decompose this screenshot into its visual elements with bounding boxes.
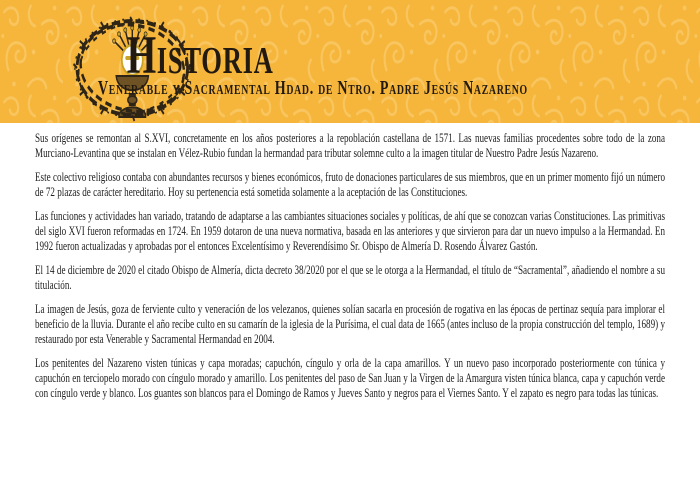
header-titles [0,0,700,123]
paragraph-resources: Este colectivo religioso contaba con abundantes recursos y bienes económicos, fruto de donaciones particulares de sus miembros, que en un primer momento fijó un número de 72 plazas de carácter hereditario. Hoy su pertenencia está sometida solamente a la aceptación de las Constituciones. [35,169,665,199]
page-title: Historia [126,25,274,85]
paragraph-image-of-jesus: La imagen de Jesús, goza de ferviente culto y veneración de los velezanos, quienes solían sacarla en procesión de rogativa en las épocas de pertinaz sequía para implorar el beneficio de la lluvia. Durante el año recibe culto en su camarín de la iglesia de la Purísima, el cual data de 1665 (antes incluso de la propia construcción del templo, 1689) y restaurado por esta Venerable y Sacramental Hermandad en 2004. [35,301,665,346]
paragraph-origins: Sus orígenes se remontan al S.XVI, concretamente en los años posteriores a la repoblación castellana de 1571. Las nuevas familias procedentes sobre todo de la zona Murciano-Levantina que se instalan en Vélez-Rubio fundan la hermandad para tributar solemne culto a la imagen titular de Nuestro Padre Jesús Nazareno. [35,130,665,160]
paragraph-penitents: Los penitentes del Nazareno visten túnicas y capa moradas; capuchón, cíngulo y orla de la capa amarillos. Y un nuevo paso incorporado posteriormente con túnica y capuchón en terciopelo morado con cíngulo morado y amarillo. Los penitentes del paso de San Juan y la Virgen de la Amargura visten túnica blanca, capa y capuchón verde con cíngulo verde y blanco. Los guantes son blancos para el Domingo de Ramos y Jueves Santo y negros para el Viernes Santo. Y el zapato es negro para todas las túnicas. [35,355,665,400]
page-header [0,0,700,123]
paragraph-constitutions: Las funciones y actividades han variado, tratando de adaptarse a las cambiantes situaciones sociales y políticas, de ahí que se conozcan varias Constituciones. Las primitivas del siglo XVI fueron reformadas en 1724. En 1959 dotaron de una nueva normativa, basada en las anteriores y que sirvieron para dar un nuevo impulso a la Hermandad. En 1992 fueron actualizadas y aprobadas por el entonces Excelentísimo y Reverendísimo Sr. Obispo de Almería D. Rosendo Álvarez Gastón. [35,208,665,253]
paragraph-decree-2020: El 14 de diciembre de 2020 el citado Obispo de Almería, dicta decreto 38/2020 por el que se le otorga a la Hermandad, el título de “Sacramental”, añadiendo el nombre a su titulación. [35,262,665,292]
page-subtitle: Venerable y Sacramental Hdad. de Ntro. Padre Jesús Nazareno [98,77,528,99]
history-text-body [0,123,700,400]
